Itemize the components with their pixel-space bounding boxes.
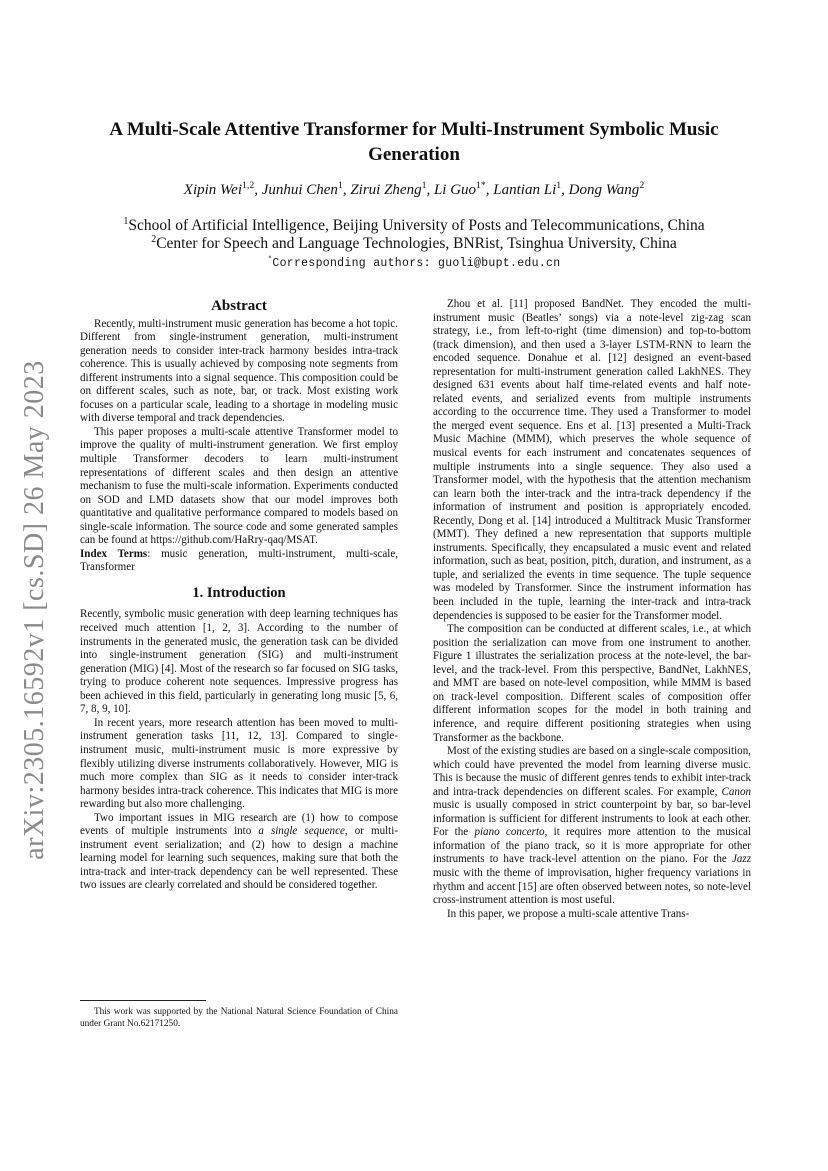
left-column xyxy=(80,298,398,893)
right-column xyxy=(433,298,751,921)
abstract-paragraph-2: This paper proposes a multi-scale attentive Transformer model to improve the quality of multi-instrument generation. We first employ multiple Transformer decoders to learn multi-instrument representations of different scales and then design an attentive mechanism to fuse the multi-scale information. Experiments conducted on SOD and LMD datasets show that our model improves both quantitative and qualitative performance compared to models based on single-scale information. The source code and some generated samples can be found at https://github.com/HaRry-qaq/MSAT. xyxy=(80,425,398,547)
arxiv-identifier: arXiv:2305.16592v1 [cs.SD] 26 May 2023 xyxy=(19,360,50,860)
right-paragraph-2: The composition can be conducted at different scales, i.e., at which position the serialization can move from one instrument to another. Figure 1 illustrates the serialization process at the note-level, the bar-level, and the track-level. From this perspective, BandNet, LakhNES, and MMT are based on note-level composition, while MMM is based on track-level composition. Different scales of composition offer different information scopes for the model in both training and inference, and require different positioning strategies when using Transformer as the backbone. xyxy=(433,623,751,744)
author: Xipin Wei$^{1,2}$, xyxy=(183,180,262,198)
right-paragraph-4: In this paper, we propose a multi-scale attentive Trans- xyxy=(447,907,690,920)
index-terms-label: Index Terms xyxy=(80,547,148,560)
author: Dong Wang$^2$ xyxy=(568,180,645,198)
title-line-1: A Multi-Scale Attentive Transformer for Multi-Instrument Symbolic Music xyxy=(109,119,719,140)
corresponding-email: *Corresponding authors: guoli@bupt.edu.cn xyxy=(267,256,561,270)
abstract-heading: Abstract xyxy=(211,298,267,314)
affiliation-1: $^1$School of Artificial Intelligence, Beijing University of Posts and Telecommunications, China xyxy=(123,215,705,234)
intro-paragraph-1: Recently, symbolic music generation with deep learning techniques has received much attention [1, 2, 3]. According to the number of instruments in the generated music, the generation task can be divided into single-instrument generation (SIG) and multi-instrument generation (MIG) [4]. Most of the research so far focused on SIG tasks, trying to produce coherent note sequences. Impressive progress has been achieved in this field, particularly in generating long music [5, 6, 7, 8, 9, 10]. xyxy=(80,608,398,716)
author: Lantian Li$^1$, xyxy=(493,180,569,198)
footnote-divider xyxy=(80,1000,206,1001)
author: Zirui Zheng$^1$, xyxy=(350,180,434,198)
introduction-heading: 1. Introduction xyxy=(192,584,286,601)
right-paragraph-1: Zhou et al. [11] proposed BandNet. They encoded the multi-instrument music (Beatles’ songs) via a note-level zig-zag scan strategy, i.e., from left-to-right (time dimension) and top-to-bottom (track dimension), and then used a 3-layer LSTM-RNN to learn the encoded sequence. Donahue et al. [12] designed an event-based representation for multi-instrument generation called LakhNES. They designed 631 events about half time-related events and half note-related events, and serialized events from multiple instruments according to the occurrence time. They used a Transformer to model the merged event sequence. Ens et al. [13] presented a Multi-Track Music Machine (MMM), which preserves the whole sequence of musical events for each instrument and concatenates sequences of multiple instruments into a single sequence. They also used a Transformer model, with the hypothesis that the attention mechanism can learn both the inter-track and the intra-track dependency if the information of instrument and position is appropriately encoded. Recently, Dong et al. [14] introduced a Multitrack Music Transformer (MMT). They defined a new representation that supports multiple instruments. Specifically, they encapsulated a music event and related information, such as beat, position, pitch, duration, and instrument, as a tuple, and serialized the events in time sequence. The tuple sequence was modeled by Transformer. Since the instrument information has been included in the tuple, learning the inter-track and intra-track dependencies is supposed to be easier for the Transformer model. xyxy=(433,298,751,622)
author: Junhui Chen$^1$, xyxy=(261,180,351,198)
affiliation-2: $^2$Center for Speech and Language Technologies, BNRist, Tsinghua University, China xyxy=(151,233,677,252)
author-list xyxy=(80,180,748,200)
funding-footnote: This work was supported by the National Natural Science Foundation of China under Grant No.62171250. xyxy=(80,1007,398,1029)
paper-title xyxy=(80,117,748,167)
title-line-2: Generation xyxy=(368,144,460,165)
abstract-paragraph-1: Recently, multi-instrument music generation has become a hot topic. Different from single-instrument generation, multi-instrument generation needs to consider inter-track harmony besides intra-track coherence. This is usually achieved by composing note segments from different instruments into a signal sequence. This composition could be on different scales, such as note, bar, or track. Most existing work focuses on a particular scale, leading to a shortage in modeling music with diverse temporal and track dependencies. xyxy=(80,317,398,425)
intro-paragraph-3: Two important issues in MIG research are (1) how to compose events of multiple instruments into a single sequence, or multi-instrument event serialization; and (2) how to design a machine learning model for learning such sequences, making sure that both the intra-track and inter-track dependency can be well represented. These two issues are clearly correlated and should be considered together. xyxy=(80,811,398,892)
author: Li Guo$^{1*}$, xyxy=(433,180,494,198)
right-paragraph-3: Most of the existing studies are based on a single-scale composition, which could have prevented the model from learning diverse music. This is because the music of different genres tends to exhibit inter-track and intra-track dependencies on different scales. For example, Canon music is usually composed in strict counterpoint by bar, so bar-level information is sufficient for different instruments to look at each other. For the piano concerto, it requires more attention to the musical information of the piano track, so it is more appropriate for other instruments to have track-level attention on the piano. For the Jazz music with the theme of improvisation, higher frequency variations in rhythm and accent [15] are often observed between notes, so note-level cross-instrument attention is most useful. xyxy=(433,745,751,907)
index-terms: Index Terms: music generation, multi-instrument, multi-scale, Transformer xyxy=(80,547,398,574)
arxiv-sidebar xyxy=(12,340,58,880)
intro-paragraph-2: In recent years, more research attention has been moved to multi-instrument generation tasks [11, 12, 13]. Compared to single-instrument music, multi-instrument music is more expressive by flexibly utilizing diverse instruments collaboratively. However, MIG is much more complex than SIG as it needs to consider inter-track harmony besides intra-track coherence. This indicates that MIG is more rewarding but also more challenging. xyxy=(80,716,398,811)
